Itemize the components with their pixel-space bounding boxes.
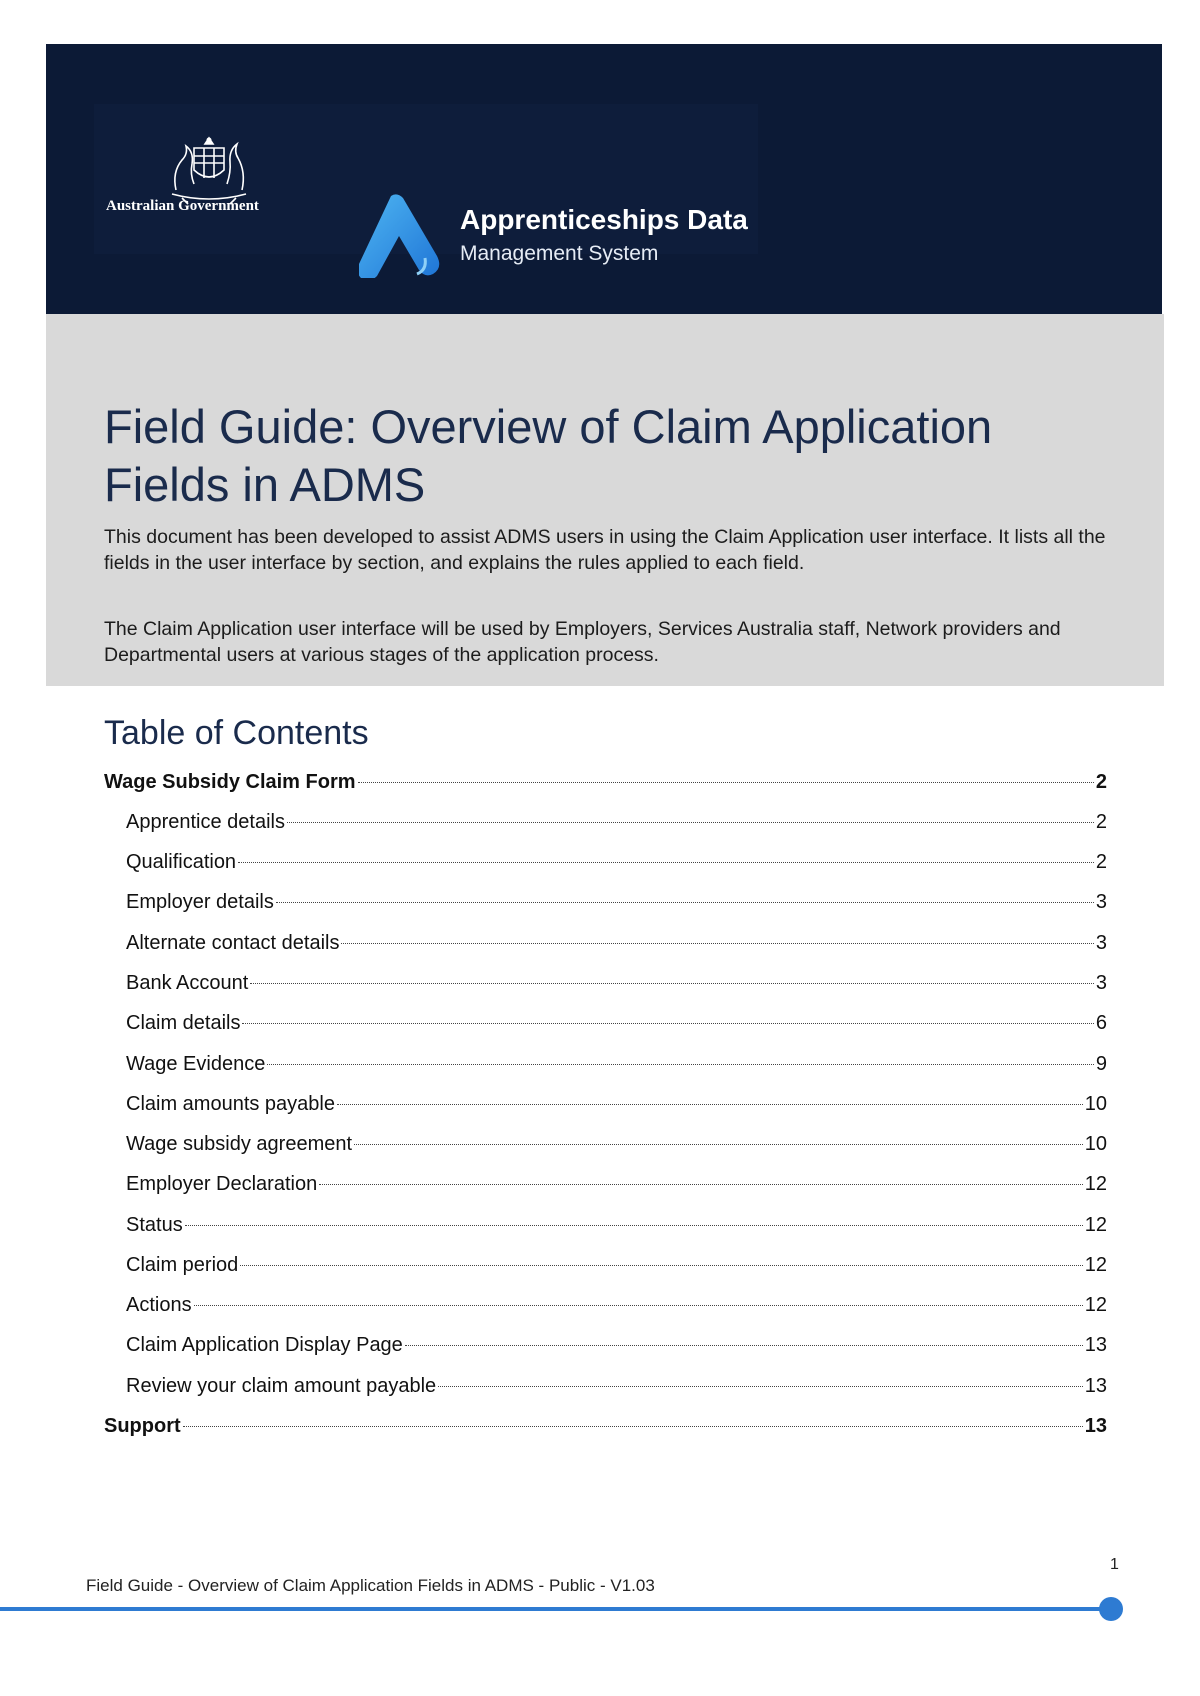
toc-label: Wage Evidence — [126, 1053, 266, 1075]
toc-page-number: 12 — [1084, 1214, 1107, 1236]
toc-entry-qualification[interactable] — [126, 848, 1107, 876]
toc-label: Claim Application Display Page — [126, 1334, 403, 1356]
toc-leader — [337, 1104, 1083, 1105]
toc-entry-bank-account[interactable] — [126, 969, 1107, 997]
toc-page-number: 10 — [1084, 1093, 1107, 1115]
toc-leader — [287, 822, 1094, 823]
toc-leader — [405, 1345, 1083, 1346]
system-subtitle: Management System — [460, 242, 659, 265]
toc-label: Status — [126, 1214, 183, 1236]
toc-page-number: 3 — [1095, 932, 1107, 954]
toc-entry-alternate-contact-details[interactable] — [126, 929, 1107, 957]
toc-entry-claim-amounts-payable[interactable] — [126, 1090, 1107, 1118]
toc-entry-review-claim-amount-payable[interactable] — [126, 1372, 1107, 1400]
toc-page-number: 2 — [1095, 771, 1107, 793]
toc-leader — [185, 1225, 1083, 1226]
toc-entry-wage-subsidy-claim-form[interactable] — [104, 768, 1107, 796]
toc-entry-employer-details[interactable] — [126, 888, 1107, 916]
toc-entry-wage-subsidy-agreement[interactable] — [126, 1130, 1107, 1158]
toc-leader — [358, 782, 1094, 783]
toc-leader — [276, 902, 1094, 903]
toc-leader — [183, 1426, 1083, 1427]
toc-entry-apprentice-details[interactable] — [126, 808, 1107, 836]
logo-panel — [94, 104, 758, 265]
toc-page-number: 13 — [1084, 1375, 1107, 1397]
toc-page-number: 12 — [1084, 1254, 1107, 1276]
toc-page-number: 12 — [1084, 1294, 1107, 1316]
toc-label: Employer details — [126, 891, 274, 913]
toc-leader — [341, 943, 1093, 944]
page-number: 1 — [1110, 1556, 1119, 1573]
toc-label: Wage Subsidy Claim Form — [104, 771, 356, 793]
toc-entry-claim-period[interactable] — [126, 1251, 1107, 1279]
toc-entry-support[interactable] — [104, 1412, 1107, 1440]
toc-entry-claim-application-display-page[interactable] — [126, 1331, 1107, 1359]
toc-leader — [319, 1184, 1083, 1185]
toc-label: Claim amounts payable — [126, 1093, 335, 1115]
toc-label: Actions — [126, 1294, 192, 1316]
toc-leader — [250, 983, 1094, 984]
toc-page-number: 12 — [1084, 1173, 1107, 1195]
toc-label: Support — [104, 1415, 181, 1437]
toc-label: Claim details — [126, 1012, 241, 1034]
toc-page-number: 3 — [1095, 891, 1107, 913]
toc-page-number: 13 — [1084, 1415, 1107, 1437]
toc-page-number: 6 — [1095, 1012, 1107, 1034]
toc-leader — [240, 1265, 1082, 1266]
toc-leader — [354, 1144, 1083, 1145]
toc-label: Qualification — [126, 851, 237, 873]
toc-entry-employer-declaration[interactable] — [126, 1170, 1107, 1198]
toc-leader — [238, 862, 1094, 863]
toc-label: Wage subsidy agreement — [126, 1133, 353, 1155]
toc-page-number: 9 — [1095, 1053, 1107, 1075]
toc-label: Apprentice details — [126, 811, 285, 833]
toc-label: Review your claim amount payable — [126, 1375, 437, 1397]
footer-rule — [0, 1607, 1112, 1611]
toc-entry-claim-details[interactable] — [126, 1009, 1107, 1037]
toc-heading: Table of Contents — [104, 714, 369, 752]
page-title: Field Guide: Overview of Claim Application Fields in ADMS — [104, 400, 993, 511]
toc-page-number: 2 — [1095, 851, 1107, 873]
government-name: Australian Government — [106, 198, 259, 214]
intro-paragraph-1: This document has been developed to assist ADMS users in using the Claim Application user interface. It lists all the fields in the user interface by section, and explains the rules applied to each field. — [104, 526, 1106, 574]
system-title: Apprenticeships Data — [460, 204, 748, 235]
intro-paragraph-2: The Claim Application user interface will be used by Employers, Services Australia staff, Network providers and Departmental users at various stages of the application process. — [104, 618, 1061, 666]
toc-leader — [194, 1305, 1083, 1306]
toc-label: Alternate contact details — [126, 932, 340, 954]
toc-entry-wage-evidence[interactable] — [126, 1050, 1107, 1078]
toc-label: Claim period — [126, 1254, 239, 1276]
toc-label: Bank Account — [126, 972, 249, 994]
toc-leader — [438, 1386, 1083, 1387]
footer-text: Field Guide - Overview of Claim Application Fields in ADMS - Public - V1.03 — [86, 1576, 655, 1595]
footer-dot-icon — [1099, 1597, 1123, 1621]
toc-page-number: 3 — [1095, 972, 1107, 994]
toc-entry-status[interactable] — [126, 1211, 1107, 1239]
toc-page-number: 2 — [1095, 811, 1107, 833]
intro-section — [46, 314, 1164, 686]
toc-leader — [267, 1064, 1094, 1065]
toc-leader — [242, 1023, 1093, 1024]
toc-page-number: 10 — [1084, 1133, 1107, 1155]
toc-page-number: 13 — [1084, 1334, 1107, 1356]
toc-entry-actions[interactable] — [126, 1291, 1107, 1319]
toc-label: Employer Declaration — [126, 1173, 318, 1195]
header-banner — [46, 44, 1162, 314]
adms-logo-icon — [359, 194, 441, 278]
